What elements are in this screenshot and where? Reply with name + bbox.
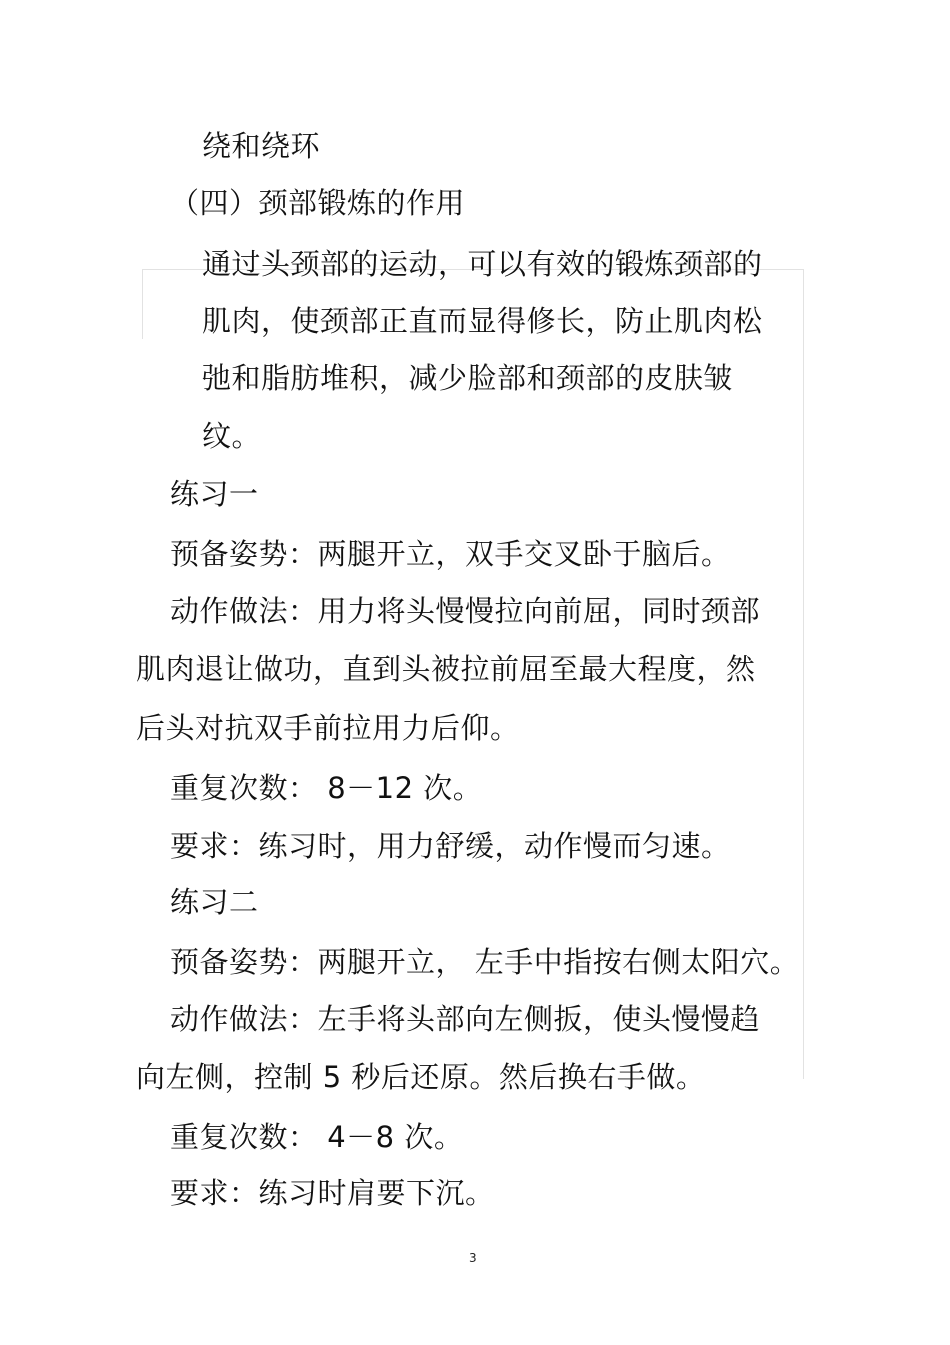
text-line-6: 纹。 — [202, 419, 262, 453]
text-line-13: 要求：练习时，用力舒缓，动作慢而匀速。 — [170, 829, 731, 863]
text-line-19: 要求：练习时肩要下沉。 — [170, 1176, 495, 1210]
text-line-11: 后头对抗双手前拉用力后仰。 — [136, 711, 520, 745]
text-line-8: 预备姿势：两腿开立，双手交叉卧于脑后。 — [170, 537, 731, 571]
exercise-one-heading: 练习一 — [170, 477, 259, 511]
frame-left-border — [142, 269, 143, 339]
text-line-9: 动作做法：用力将头慢慢拉向前屈，同时颈部 — [170, 594, 761, 628]
text-line-4: 肌肉，使颈部正直而显得修长，防止肌肉松 — [202, 304, 763, 338]
text-line-1: 绕和绕环 — [202, 129, 321, 163]
page-number: 3 — [469, 1251, 477, 1265]
text-line-17: 向左侧，控制 5 秒后还原。然后换右手做。 — [136, 1060, 706, 1094]
section-heading: （四）颈部锻炼的作用 — [170, 186, 466, 220]
frame-right-border — [803, 269, 804, 1079]
text-line-16: 动作做法：左手将头部向左侧扳，使头慢慢趋 — [170, 1002, 761, 1036]
exercise-two-heading: 练习二 — [170, 885, 259, 919]
text-line-18: 重复次数： 4－8 次。 — [170, 1120, 464, 1154]
text-line-10: 肌肉退让做功，直到头被拉前屈至最大程度，然 — [136, 652, 756, 686]
text-line-15: 预备姿势：两腿开立， 左手中指按右侧太阳穴。 — [170, 945, 800, 979]
text-line-12: 重复次数： 8－12 次。 — [170, 771, 483, 805]
text-line-3: 通过头颈部的运动，可以有效的锻炼颈部的 — [202, 247, 763, 281]
text-line-5: 弛和脂肪堆积，减少脸部和颈部的皮肤皱 — [202, 361, 734, 395]
